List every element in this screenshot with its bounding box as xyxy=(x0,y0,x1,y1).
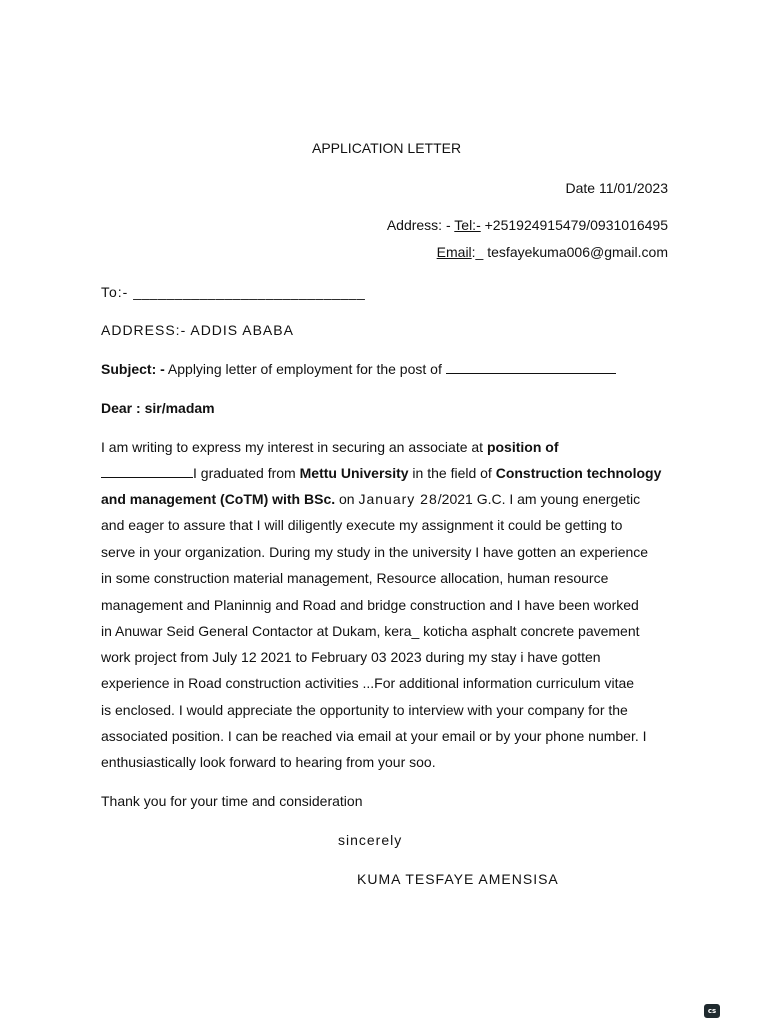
sender-phone: +251924915479/0931016495 xyxy=(484,217,668,233)
body-text: on xyxy=(335,491,359,507)
position-blank xyxy=(101,465,193,478)
sender-email-line xyxy=(437,243,668,261)
letter-date: Date 11/01/2023 xyxy=(565,180,668,196)
address-label: Address: - xyxy=(386,217,451,233)
letter-title: APPLICATION LETTER xyxy=(312,140,462,156)
body-bold-text: position of xyxy=(486,439,559,455)
body-line-3 xyxy=(101,490,640,508)
salutation: Dear : sir/madam xyxy=(101,400,215,416)
body-date-text: January 28 xyxy=(358,491,438,507)
email-separator: :_ xyxy=(471,244,488,260)
to-line xyxy=(101,283,365,301)
body-text: /2021 G.C. I am young energetic xyxy=(437,491,641,507)
sign-off: sincerely xyxy=(338,832,403,848)
body-line-2 xyxy=(101,464,661,482)
recipient-address: ADDRESS:- ADDIS ABABA xyxy=(101,322,294,338)
signature-name: KUMA TESFAYE AMENSISA xyxy=(357,871,559,887)
body-bold-text: Mettu University xyxy=(299,465,409,481)
body-text: I graduated from xyxy=(193,465,300,481)
to-label: To:- xyxy=(101,284,129,300)
tel-label: Tel:- xyxy=(454,217,481,233)
body-line-6: in some construction material management, Resource allocation, human resource xyxy=(101,570,609,586)
subject-line xyxy=(101,360,616,378)
to-blank: ____________________________ xyxy=(133,284,366,300)
body-text: in the field of xyxy=(408,465,496,481)
body-line-12: associated position. I can be reached via email at your email or by your phone number. I xyxy=(101,728,647,744)
sender-phone-line xyxy=(387,216,668,234)
subject-label: Subject: - xyxy=(101,361,165,377)
subject-text: Applying letter of employment for the post of xyxy=(167,361,442,377)
body-line-8: in Anuwar Seid General Contactor at Dukam, kera_ koticha asphalt concrete pavement xyxy=(101,623,640,639)
body-bold-text: Construction technology xyxy=(495,465,662,481)
body-line-5: serve in your organization. During my study in the university I have gotten an experience xyxy=(101,544,649,560)
body-text: I am writing to express my interest in securing an associate at xyxy=(101,439,487,455)
body-line-1 xyxy=(101,438,559,456)
badge-text: cs xyxy=(707,1007,717,1015)
body-line-11: is enclosed. I would appreciate the opportunity to interview with your company for the xyxy=(101,702,628,718)
body-line-9: work project from July 12 2021 to February 03 2023 during my stay i have gotten xyxy=(101,649,601,665)
sender-email: tesfayekuma006@gmail.com xyxy=(487,244,668,260)
camscanner-badge-icon xyxy=(704,1004,720,1018)
body-line-13: enthusiastically look forward to hearing from your soo. xyxy=(101,754,436,770)
body-line-10: experience in Road construction activities ...For additional information curriculum vitae xyxy=(101,675,635,691)
subject-blank xyxy=(446,361,616,374)
body-line-7: management and Planinnig and Road and bridge construction and I have been worked xyxy=(101,597,639,613)
closing-line: Thank you for your time and consideration xyxy=(101,793,363,809)
email-label: Email xyxy=(436,244,472,260)
body-line-4: and eager to assure that I will diligently execute my assignment it could be getting to xyxy=(101,517,623,533)
body-bold-text: and management (CoTM) with BSc. xyxy=(101,491,336,507)
